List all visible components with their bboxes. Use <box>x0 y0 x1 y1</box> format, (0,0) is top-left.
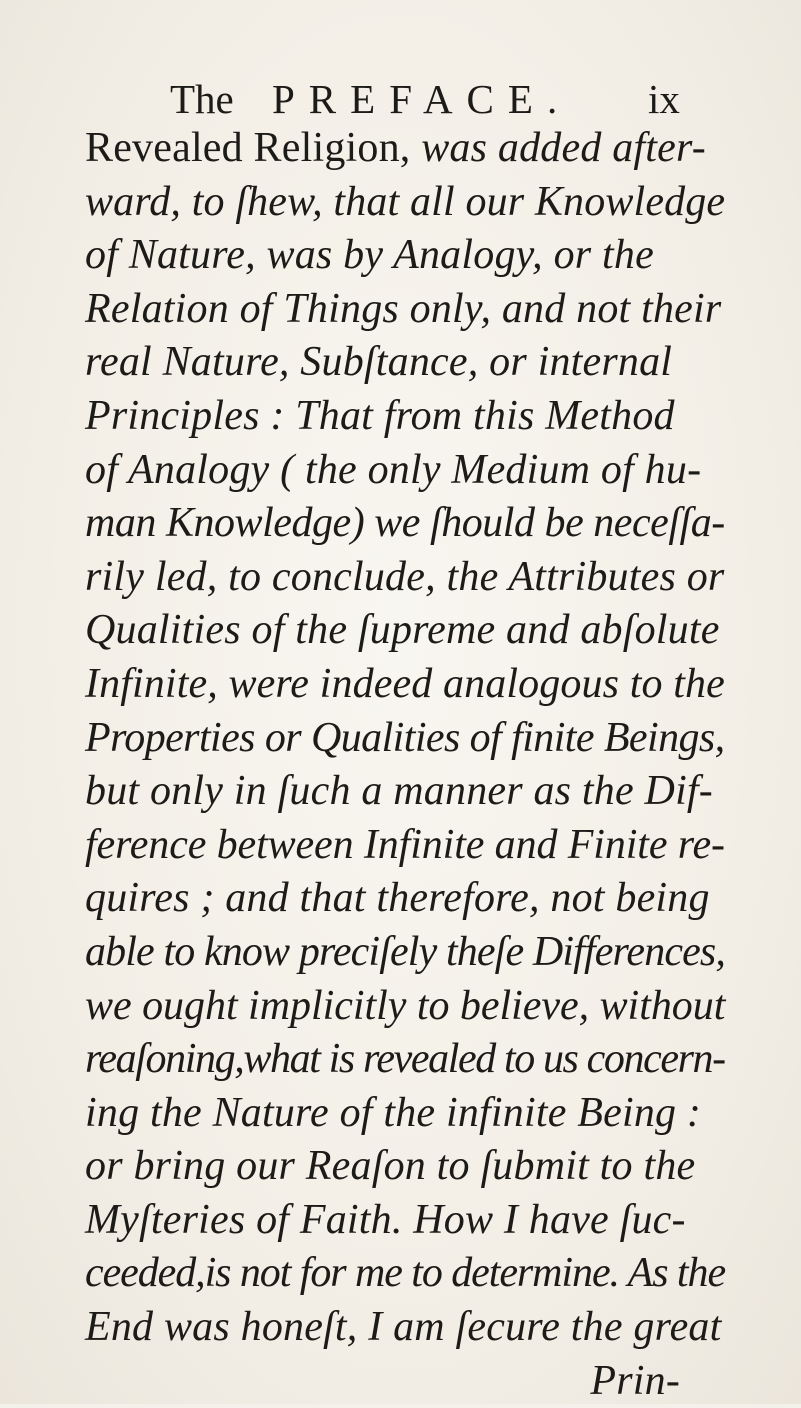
text-line: ward, to ſhew, that all our Knowledge <box>85 178 726 225</box>
text-line: Qualities of the ſupreme and abſolute <box>85 607 720 654</box>
running-header <box>170 74 690 124</box>
header-title: PREFACE. <box>272 76 572 122</box>
text-line: reaſoning,what is revealed to us concern- <box>85 1036 725 1083</box>
text-line: End was honeſt, I am ſecure the great <box>85 1304 722 1351</box>
text-line: Relation of Things only, and not their <box>85 285 722 332</box>
text-line: ceeded,is not for me to determine. As the <box>85 1250 726 1297</box>
text-line: ing the Nature of the infinite Being : <box>85 1089 702 1136</box>
text-line: Infinite, were indeed analogous to the <box>85 660 725 707</box>
text-line: but only in ſuch a manner as the Dif- <box>85 768 713 815</box>
text-line: Myſteries of Faith. How I have ſuc- <box>85 1196 686 1243</box>
text-line: able to know preciſely theſe Differences, <box>85 928 725 975</box>
text-line: quires ; and that therefore, not being <box>85 875 710 922</box>
text-line: Principles : That from this Method <box>85 392 675 439</box>
text-line: of Analogy ( the only Medium of hu- <box>85 446 702 493</box>
text-line: rily led, to conclude, the Attributes or <box>85 553 725 600</box>
text-line: Revealed Religion, was added after- <box>85 125 706 171</box>
catchword: Prin- <box>590 1357 680 1404</box>
text-line: Properties or Qualities of finite Beings, <box>85 714 725 761</box>
text-line: of Nature, was by Analogy, or the <box>85 232 654 279</box>
text-line: ference between Infinite and Finite re- <box>85 821 725 868</box>
text-line: we ought implicitly to believe, without <box>85 982 726 1029</box>
text-line: man Knowledge) we ſhould be neceſſa- <box>85 500 725 547</box>
page-number: ix <box>648 76 680 122</box>
header-the: The <box>170 76 234 122</box>
body-text <box>85 122 725 1408</box>
text-line: real Nature, Subſtance, or internal <box>85 339 673 386</box>
text-line: or bring our Reaſon to ſubmit to the <box>85 1143 696 1190</box>
